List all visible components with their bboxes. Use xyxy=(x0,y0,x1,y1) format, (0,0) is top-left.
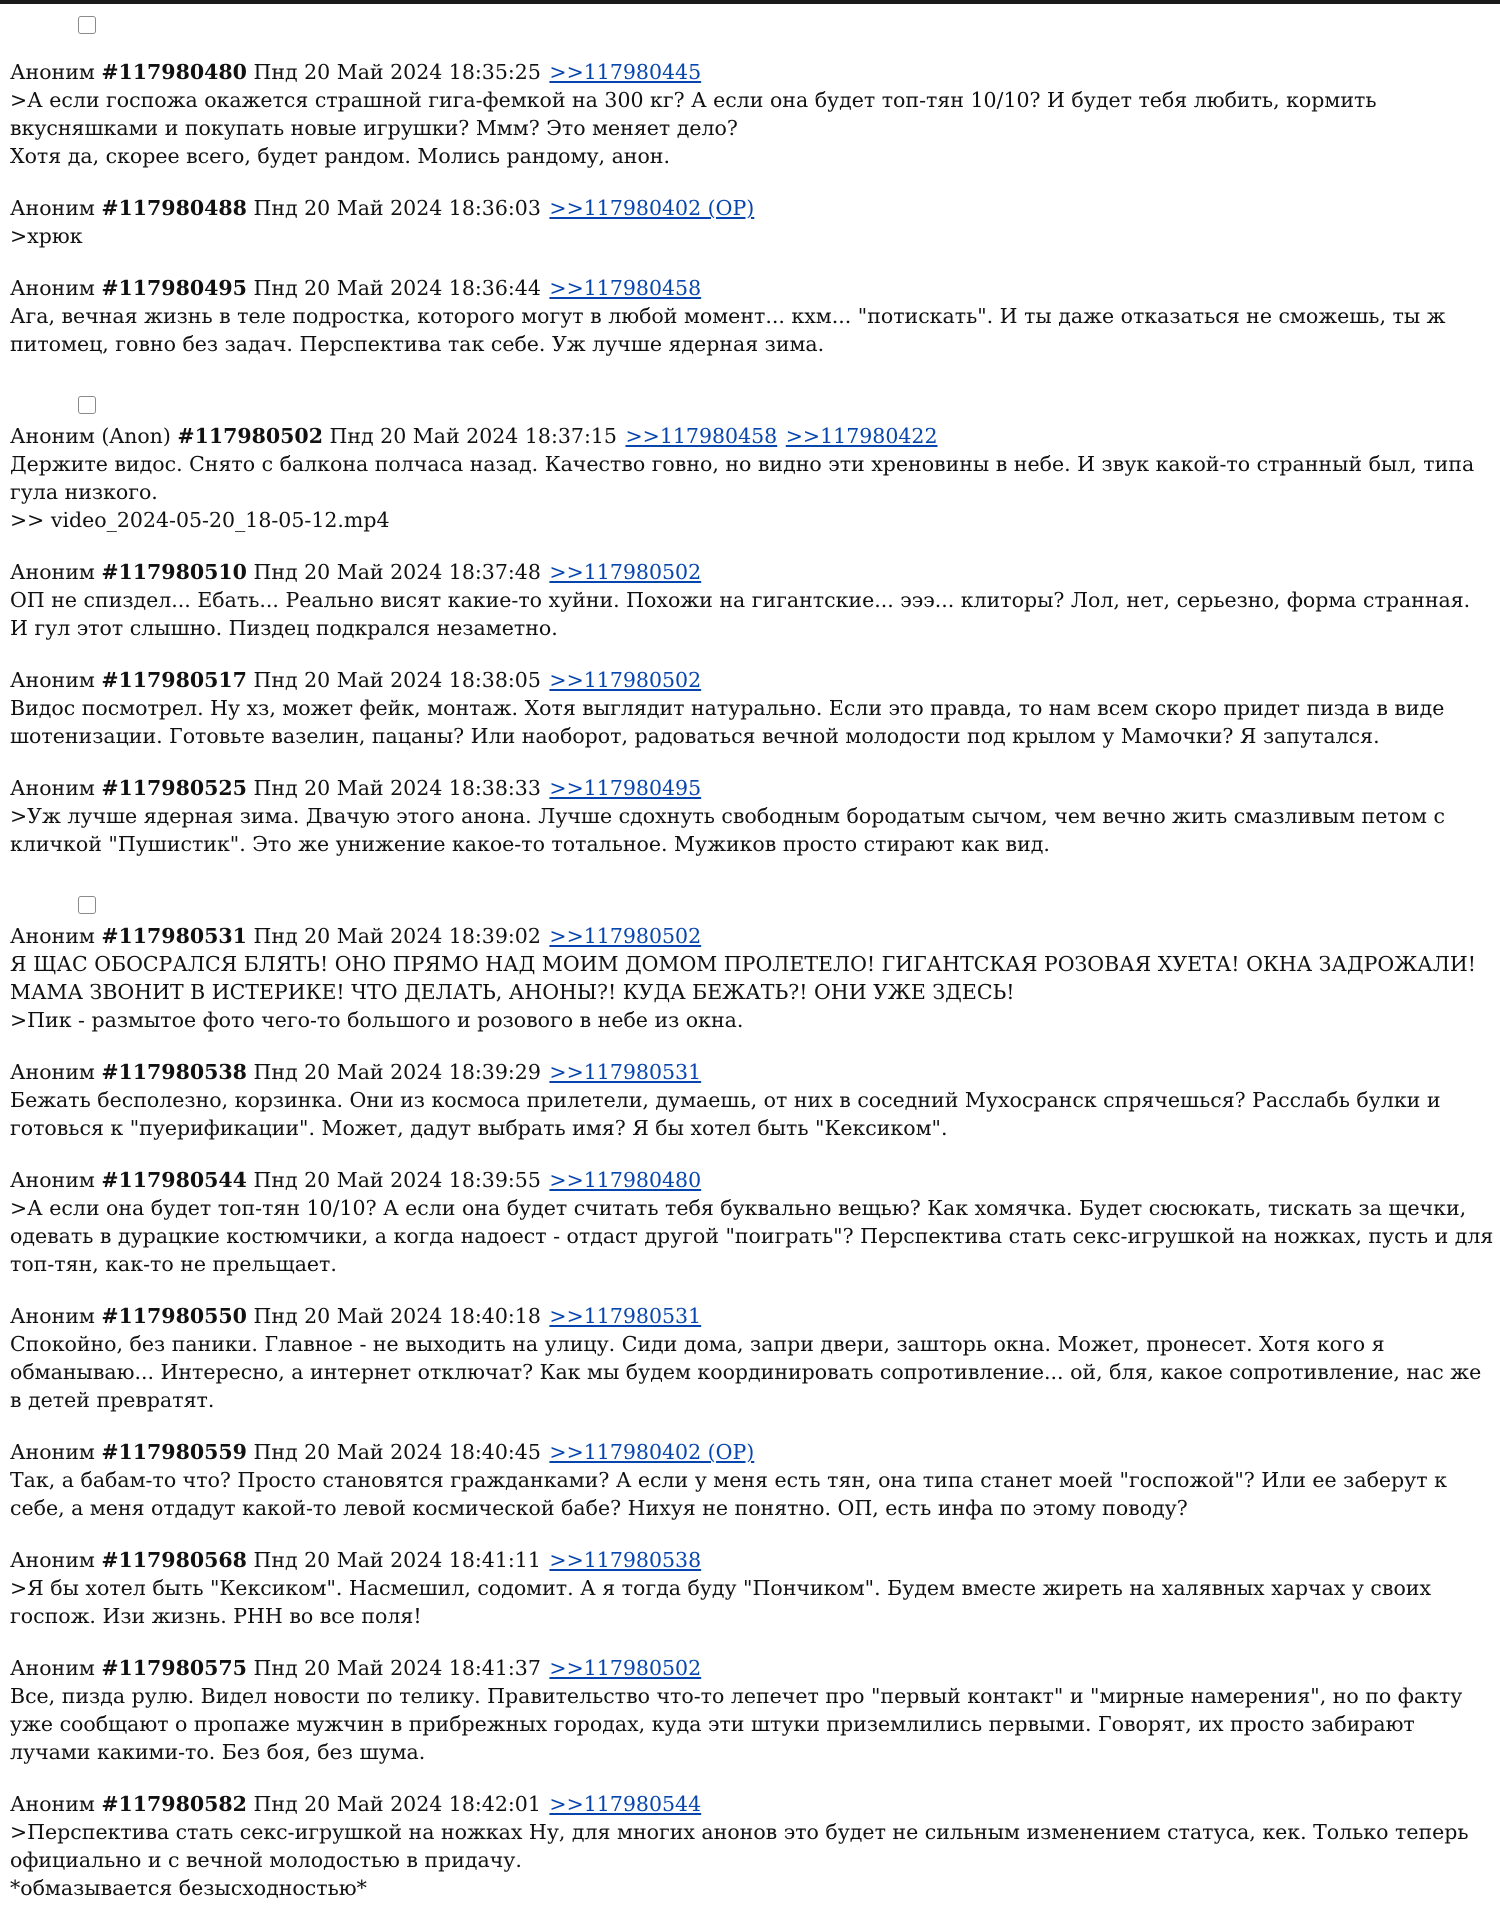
poster-name: Аноним xyxy=(10,1656,95,1680)
post-text: Я ЩАС ОБОСРАЛСЯ БЛЯТЬ! ОНО ПРЯМО НАД МОИМ ДОМОМ ПРОЛЕТЕЛО! ГИГАНТСКАЯ РОЗОВАЯ ХУЕТА! ОКНА ЗАДРОЖАЛИ! МАМА ЗВОНИТ В ИСТЕРИКЕ! ЧТО ДЕЛАТЬ, АНОНЫ?! КУДА БЕЖАТЬ?! ОНИ УЖЕ ЗДЕСЬ! xyxy=(10,952,1477,1004)
post xyxy=(10,1546,1494,1630)
post-header xyxy=(10,558,1494,586)
post-date: Пнд 20 Май 2024 18:36:44 xyxy=(253,276,541,300)
reply-link[interactable]: >>117980531 xyxy=(549,1060,702,1084)
section-separator xyxy=(10,882,1494,922)
post-date: Пнд 20 Май 2024 18:36:03 xyxy=(253,196,541,220)
thread xyxy=(10,0,1494,1926)
post-number[interactable]: #117980568 xyxy=(101,1548,247,1572)
poster-name: Аноним xyxy=(10,668,95,692)
poster-name: Аноним xyxy=(10,60,95,84)
attachment-filename[interactable]: >> video_2024-05-20_18-05-12.mp4 xyxy=(10,508,390,532)
post-date: Пнд 20 Май 2024 18:41:37 xyxy=(253,1656,541,1680)
post xyxy=(10,666,1494,750)
section-separator xyxy=(10,382,1494,422)
post xyxy=(10,1654,1494,1766)
post-date: Пнд 20 Май 2024 18:39:55 xyxy=(253,1168,541,1192)
reply-link[interactable]: >>117980531 xyxy=(549,1304,702,1328)
post xyxy=(10,922,1494,1034)
reply-link[interactable]: >>117980538 xyxy=(549,1548,702,1572)
post-text: >Пик - размытое фото чего-то большого и розового в небе из окна. xyxy=(10,1008,744,1032)
reply-link[interactable]: >>117980502 xyxy=(549,668,702,692)
post xyxy=(10,194,1494,250)
select-checkbox[interactable] xyxy=(78,16,96,34)
post-header xyxy=(10,274,1494,302)
reply-link[interactable]: >>117980480 xyxy=(549,1168,702,1192)
post-header xyxy=(10,1166,1494,1194)
reply-link[interactable]: >>117980445 xyxy=(549,60,702,84)
post-number[interactable]: #117980538 xyxy=(101,1060,247,1084)
post-number[interactable]: #117980582 xyxy=(101,1792,247,1816)
reply-link[interactable]: >>117980502 xyxy=(549,1656,702,1680)
post-number[interactable]: #117980525 xyxy=(101,776,247,800)
poster-name: Аноним xyxy=(10,1304,95,1328)
post-text: >Уж лучше ядерная зима. Двачую этого анона. Лучше сдохнуть свободным бородатым сычом, чем вечно жить смазливым петом с кличкой "Пушистик". Это же унижение какое-то тотальное. Мужиков просто стирают как вид. xyxy=(10,804,1445,856)
post-text: >Перспектива стать секс-игрушкой на ножках Ну, для многих анонов это будет не сильным изменением статуса, кек. Только теперь официально и с вечной молодостью в придачу. xyxy=(10,1820,1469,1872)
post-text: Видос посмотрел. Ну хз, может фейк, монтаж. Хотя выглядит натурально. Если это правда, то нам всем скоро придет пизда в виде шотенизации. Готовьте вазелин, пацаны? Или наоборот, радоваться вечной молодости под крылом у Мамочки? Я запутался. xyxy=(10,696,1445,748)
post-header xyxy=(10,1058,1494,1086)
post-date: Пнд 20 Май 2024 18:41:11 xyxy=(253,1548,541,1572)
reply-link[interactable]: >>117980402 (OP) xyxy=(549,196,755,220)
post-text: >хрюк xyxy=(10,224,83,248)
section-separator xyxy=(10,0,1494,58)
post-header xyxy=(10,1654,1494,1682)
post-date: Пнд 20 Май 2024 18:40:18 xyxy=(253,1304,541,1328)
reply-link[interactable]: >>117980544 xyxy=(549,1792,702,1816)
post-number[interactable]: #117980510 xyxy=(101,560,247,584)
poster-name: Аноним xyxy=(10,560,95,584)
reply-link[interactable]: >>117980422 xyxy=(785,424,938,448)
post-date: Пнд 20 Май 2024 18:35:25 xyxy=(253,60,541,84)
post-text: Так, а бабам-то что? Просто становятся гражданками? А если у меня есть тян, она типа станет моей "госпожой"? Или ее заберут к себе, а меня отдадут какой-то левой космической бабе? Нихуя не понятно. ОП, есть инфа по этому поводу? xyxy=(10,1468,1447,1520)
poster-name: Аноним xyxy=(10,1792,95,1816)
post-header xyxy=(10,666,1494,694)
post-text: ОП не спиздел... Ебать... Реально висят какие-то хуйни. Похожи на гигантские... эээ... клиторы? Лол, нет, серьезно, форма странная. И гул этот слышно. Пиздец подкрался незаметно. xyxy=(10,588,1471,640)
select-checkbox[interactable] xyxy=(78,896,96,914)
post-date: Пнд 20 Май 2024 18:37:48 xyxy=(253,560,541,584)
post-number[interactable]: #117980575 xyxy=(101,1656,247,1680)
poster-name: Аноним xyxy=(10,1440,95,1464)
post-number[interactable]: #117980531 xyxy=(101,924,247,948)
post xyxy=(10,58,1494,170)
post-date: Пнд 20 Май 2024 18:38:05 xyxy=(253,668,541,692)
post xyxy=(10,774,1494,858)
reply-link[interactable]: >>117980502 xyxy=(549,924,702,948)
post-header xyxy=(10,774,1494,802)
poster-name: Аноним (Anon) xyxy=(10,424,171,448)
post-header xyxy=(10,1790,1494,1818)
poster-name: Аноним xyxy=(10,924,95,948)
post xyxy=(10,1302,1494,1414)
post-number[interactable]: #117980480 xyxy=(101,60,247,84)
poster-name: Аноним xyxy=(10,1548,95,1572)
post xyxy=(10,1058,1494,1142)
post-text: *обмазывается безысходностью* xyxy=(10,1876,367,1900)
post-number[interactable]: #117980495 xyxy=(101,276,247,300)
post-header xyxy=(10,922,1494,950)
post-text: Держите видос. Снято с балкона полчаса назад. Качество говно, но видно эти хреновины в небе. И звук какой-то странный был, типа гула низкого. xyxy=(10,452,1475,504)
reply-link[interactable]: >>117980495 xyxy=(549,776,702,800)
post-text: Бежать бесполезно, корзинка. Они из космоса прилетели, думаешь, от них в соседний Мухосранск спрячешься? Расслабь булки и готовься к "пуерификации". Может, дадут выбрать имя? Я бы хотел быть "Кексиком". xyxy=(10,1088,1441,1140)
poster-name: Аноним xyxy=(10,1168,95,1192)
post xyxy=(10,274,1494,358)
post-text: Спокойно, без паники. Главное - не выходить на улицу. Сиди дома, запри двери, зашторь окна. Может, пронесет. Хотя кого я обманываю... Интересно, а интернет отключат? Как мы будем координировать сопротивление... ой, бля, какое сопротивление, нас же в детей превратят. xyxy=(10,1332,1482,1412)
post-number[interactable]: #117980544 xyxy=(101,1168,247,1192)
post-text: Хотя да, скорее всего, будет рандом. Молись рандому, анон. xyxy=(10,144,670,168)
post-header xyxy=(10,58,1494,86)
post-number[interactable]: #117980517 xyxy=(101,668,247,692)
post-date: Пнд 20 Май 2024 18:40:45 xyxy=(253,1440,541,1464)
post-header xyxy=(10,422,1494,450)
post-number[interactable]: #117980488 xyxy=(101,196,247,220)
post-date: Пнд 20 Май 2024 18:42:01 xyxy=(253,1792,541,1816)
post-header xyxy=(10,1438,1494,1466)
post-number[interactable]: #117980502 xyxy=(177,424,323,448)
post-header xyxy=(10,1546,1494,1574)
reply-link[interactable]: >>117980402 (OP) xyxy=(549,1440,755,1464)
post xyxy=(10,1166,1494,1278)
poster-name: Аноним xyxy=(10,196,95,220)
post xyxy=(10,422,1494,534)
reply-link[interactable]: >>117980458 xyxy=(625,424,778,448)
post-number[interactable]: #117980550 xyxy=(101,1304,247,1328)
reply-link[interactable]: >>117980458 xyxy=(549,276,702,300)
post-text: >Я бы хотел быть "Кексиком". Насмешил, содомит. А я тогда буду "Пончиком". Будем вместе жиреть на халявных харчах у своих госпож. Изи жизнь. РНН во все поля! xyxy=(10,1576,1432,1628)
post-date: Пнд 20 Май 2024 18:39:02 xyxy=(253,924,541,948)
poster-name: Аноним xyxy=(10,776,95,800)
post-number[interactable]: #117980559 xyxy=(101,1440,247,1464)
reply-link[interactable]: >>117980502 xyxy=(549,560,702,584)
post-date: Пнд 20 Май 2024 18:37:15 xyxy=(329,424,617,448)
post-text: Все, пизда рулю. Видел новости по телику. Правительство что-то лепечет про "первый контакт" и "мирные намерения", но по факту уже сообщают о пропаже мужчин в прибрежных городах, куда эти штуки приземлились первыми. Говорят, их просто забирают лучами какими-то. Без боя, без шума. xyxy=(10,1684,1463,1764)
post-text: Ага, вечная жизнь в теле подростка, которого могут в любой момент... кхм... "потискать". И ты даже отказаться не сможешь, ты ж питомец, говно без задач. Перспектива так себе. Уж лучше ядерная зима. xyxy=(10,304,1446,356)
poster-name: Аноним xyxy=(10,1060,95,1084)
post-text: >А если госпожа окажется страшной гига-фемкой на 300 кг? А если она будет топ-тян 10/10? И будет тебя любить, кормить вкусняшками и покупать новые игрушки? Ммм? Это меняет дело? xyxy=(10,88,1377,140)
post-text: >А если она будет топ-тян 10/10? А если она будет считать тебя буквально вещью? Как хомячка. Будет сюсюкать, тискать за щечки, одевать в дурацкие костюмчики, а когда надоест - отдаст другой "поиграть"? Перспектива стать секс-игрушкой на ножках, пусть и для топ-тян, как-то не прельщает. xyxy=(10,1196,1494,1276)
post xyxy=(10,1790,1494,1902)
post-header xyxy=(10,1302,1494,1330)
post xyxy=(10,558,1494,642)
post-header xyxy=(10,194,1494,222)
post-date: Пнд 20 Май 2024 18:39:29 xyxy=(253,1060,541,1084)
poster-name: Аноним xyxy=(10,276,95,300)
select-checkbox[interactable] xyxy=(78,396,96,414)
post-date: Пнд 20 Май 2024 18:38:33 xyxy=(253,776,541,800)
post xyxy=(10,1438,1494,1522)
